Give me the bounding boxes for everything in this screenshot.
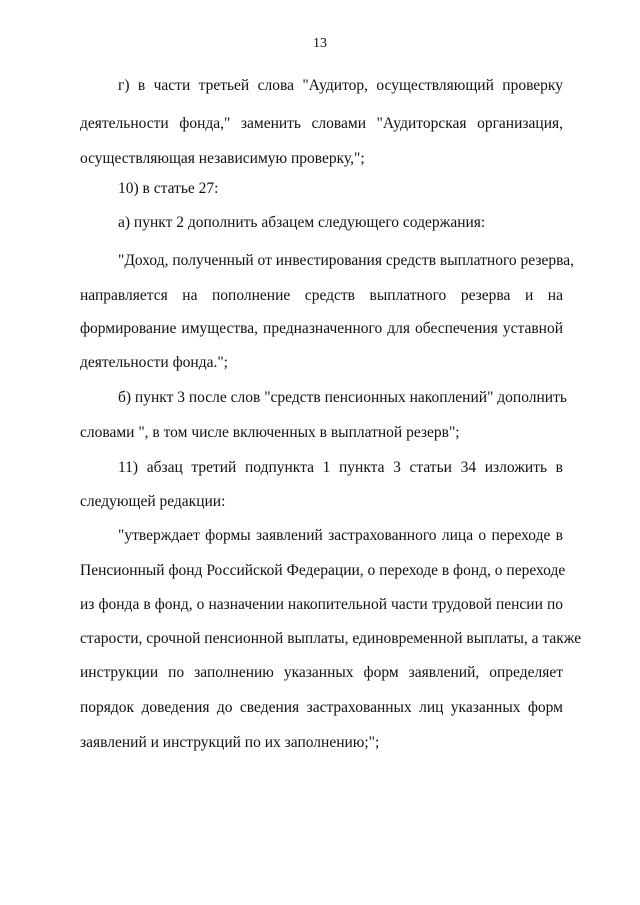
text-line: формирование имущества, предназначенного для обеспечения уставной (80, 320, 563, 337)
page-number: 13 (313, 36, 327, 51)
text-line: старости, срочной пенсионной выплаты, единовременной выплаты, а также (80, 630, 582, 647)
text-line: порядок доведения до сведения застрахованных лиц указанных форм (80, 699, 563, 716)
text-line: заявлений и инструкций по их заполнению;"; (80, 734, 380, 751)
text-line: направляется на пополнение средств выплатного резерва и на (80, 287, 563, 304)
text-line: а) пункт 2 дополнить абзацем следующего содержания: (118, 214, 486, 231)
text-line: словами ", в том числе включенных в выплатной резерв"; (80, 424, 460, 441)
text-line: деятельности фонда."; (80, 354, 228, 371)
text-line: "утверждает формы заявлений застрахованного лица о переходе в (118, 527, 563, 544)
text-line: из фонда в фонд, о назначении накопительной части трудовой пенсии по (80, 596, 563, 613)
text-line: "Доход, полученный от инвестирования средств выплатного резерва, (118, 252, 574, 269)
text-line: 10) в статье 27: (118, 180, 219, 197)
text-line: 11) абзац третий подпункта 1 пункта 3 статьи 34 изложить в (118, 459, 563, 476)
text-line: деятельности фонда," заменить словами "Аудиторская организация, (80, 115, 563, 132)
text-line: б) пункт 3 после слов "средств пенсионных накоплений" дополнить (118, 389, 567, 406)
text-line: следующей редакции: (80, 493, 226, 510)
text-line: инструкции по заполнению указанных форм заявлений, определяет (80, 664, 563, 681)
text-line: Пенсионный фонд Российской Федерации, о переходе в фонд, о переходе (80, 562, 566, 579)
text-line: г) в части третьей слова "Аудитор, осуществляющий проверку (118, 77, 563, 94)
text-line: осуществляющая независимую проверку,"; (80, 150, 365, 167)
